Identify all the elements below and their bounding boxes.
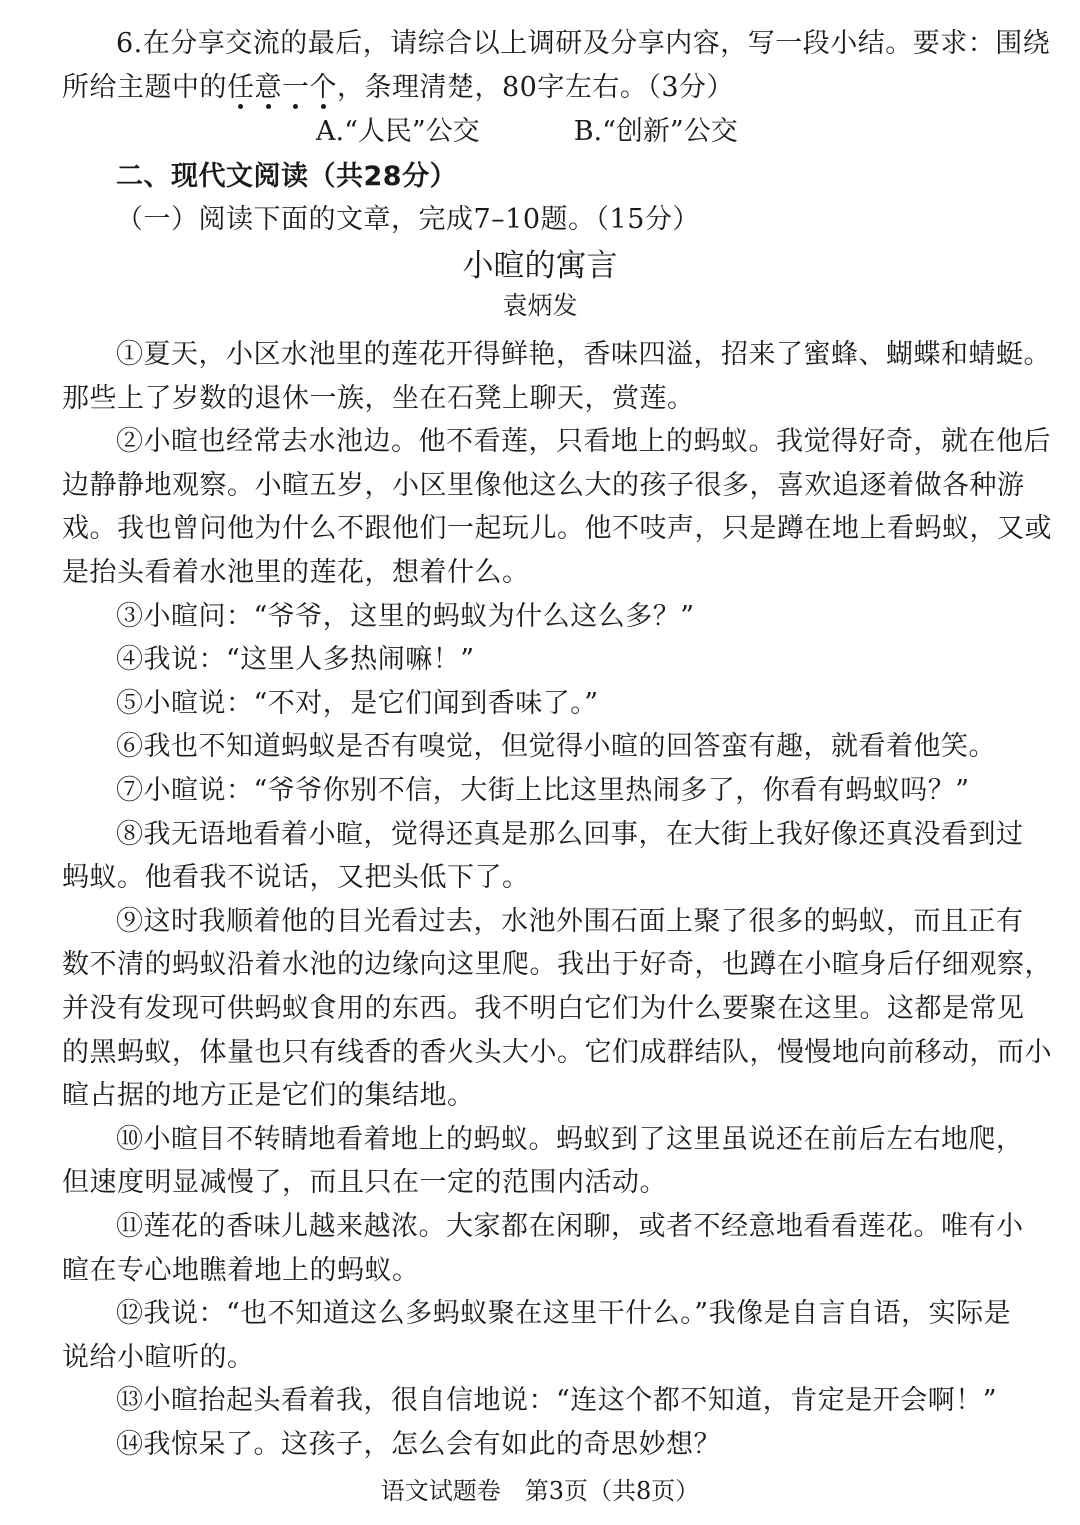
article-line: ①夏天，小区水池里的莲花开得鲜艳，香味四溢，招来了蜜蜂、蝴蝶和蜻蜓。 (116, 339, 1051, 370)
article-line: ⑨这时我顺着他的目光看过去，水池外围石面上聚了很多的蚂蚁，而且正有 (116, 906, 1024, 937)
emphasis-char: 任 (227, 72, 255, 103)
option-a: A.“人民”公交 (316, 116, 480, 147)
article-line: ⑩小暄目不转睛地看着地上的蚂蚁。蚂蚁到了这里虽说还在前后左右地爬， (116, 1124, 1024, 1155)
option-b: B.“创新”公交 (573, 116, 738, 147)
page-footer: 语文试题卷 第3页（共8页） (380, 1477, 700, 1505)
article-line: 边静静地观察。小暄五岁，小区里像他这么大的孩子很多，喜欢追逐着做各种游 (62, 470, 1025, 501)
article-line: ④我说：“这里人多热闹嘛！” (116, 644, 475, 675)
question-6-line-2-after: ，条理清楚，80字左右。（3分） (337, 72, 735, 103)
article-line: 但速度明显减慢了，而且只在一定的范围内活动。 (62, 1167, 667, 1198)
article-line: ⑬小暄抬起头看着我，很自信地说：“连这个都不知道，肯定是开会啊！” (116, 1385, 998, 1416)
section-heading: 二、现代文阅读（共28分） (116, 161, 458, 192)
article-author: 袁炳发 (502, 291, 578, 320)
emphasis-char: 意 (254, 72, 282, 103)
question-6-line-1: 6.在分享交流的最后，请综合以上调研及分享内容，写一段小结。要求：围绕 (116, 28, 1051, 59)
article-line: ②小暄也经常去水池边。他不看莲，只看地上的蚂蚁。我觉得好奇，就在他后 (116, 426, 1051, 457)
article-line: ⑤小暄说：“不对，是它们闻到香味了。” (116, 688, 599, 719)
article-line: ⑥我也不知道蚂蚁是否有嗅觉，但觉得小暄的回答蛮有趣，就看着他笑。 (116, 731, 996, 762)
article-line: 说给小暄听的。 (62, 1342, 255, 1373)
article-line: 那些上了岁数的退休一族，坐在石凳上聊天，赏莲。 (62, 383, 695, 414)
article-line: ⑭我惊呆了。这孩子，怎么会有如此的奇思妙想？ (116, 1429, 721, 1460)
question-6-options (316, 110, 836, 154)
article-line: 的黑蚂蚁，体量也只有线香的香火头大小。它们成群结队，慢慢地向前移动，而小 (62, 1037, 1052, 1068)
article-line: 并没有发现可供蚂蚁食用的东西。我不明白它们为什么要聚在这里。这都是常见 (62, 993, 1025, 1024)
question-6-line-2-before: 所给主题中的 (62, 72, 227, 103)
article-line: ⑧我无语地看着小暄，觉得还真是那么回事，在大街上我好像还真没看到过 (116, 819, 1024, 850)
article-line: 蚂蚁。他看我不说话，又把头低下了。 (62, 862, 530, 893)
article-line: 是抬头看着水池里的莲花，想着什么。 (62, 557, 530, 588)
article-line: ⑪莲花的香味儿越来越浓。大家都在闲聊，或者不经意地看看莲花。唯有小 (116, 1211, 1024, 1242)
section-subheading: （一）阅读下面的文章，完成7–10题。（15分） (116, 204, 700, 235)
article-line: ⑦小暄说：“爷爷你别不信，大街上比这里热闹多了，你看有蚂蚁吗？” (116, 775, 970, 806)
emphasis-char: 一 (282, 72, 310, 103)
article-title: 小暄的寓言 (462, 248, 618, 284)
article-line: ③小暄问：“爷爷，这里的蚂蚁为什么这么多？” (116, 601, 695, 632)
article-line: ⑫我说：“也不知道这么多蚂蚁聚在这里干什么。”我像是自言自语，实际是 (116, 1298, 1012, 1329)
emphasis-char: 个 (309, 72, 337, 103)
question-6-line-2 (62, 66, 1022, 110)
article-line: 数不清的蚂蚁沿着水池的边缘向这里爬。我出于好奇，也蹲在小暄身后仔细观察， (62, 949, 1052, 980)
article-line: 戏。我也曾问他为什么不跟他们一起玩儿。他不吱声，只是蹲在地上看蚂蚁，又或 (62, 513, 1052, 544)
article-line: 暄在专心地瞧着地上的蚂蚁。 (62, 1255, 420, 1286)
article-line: 暄占据的地方正是它们的集结地。 (62, 1080, 475, 1111)
